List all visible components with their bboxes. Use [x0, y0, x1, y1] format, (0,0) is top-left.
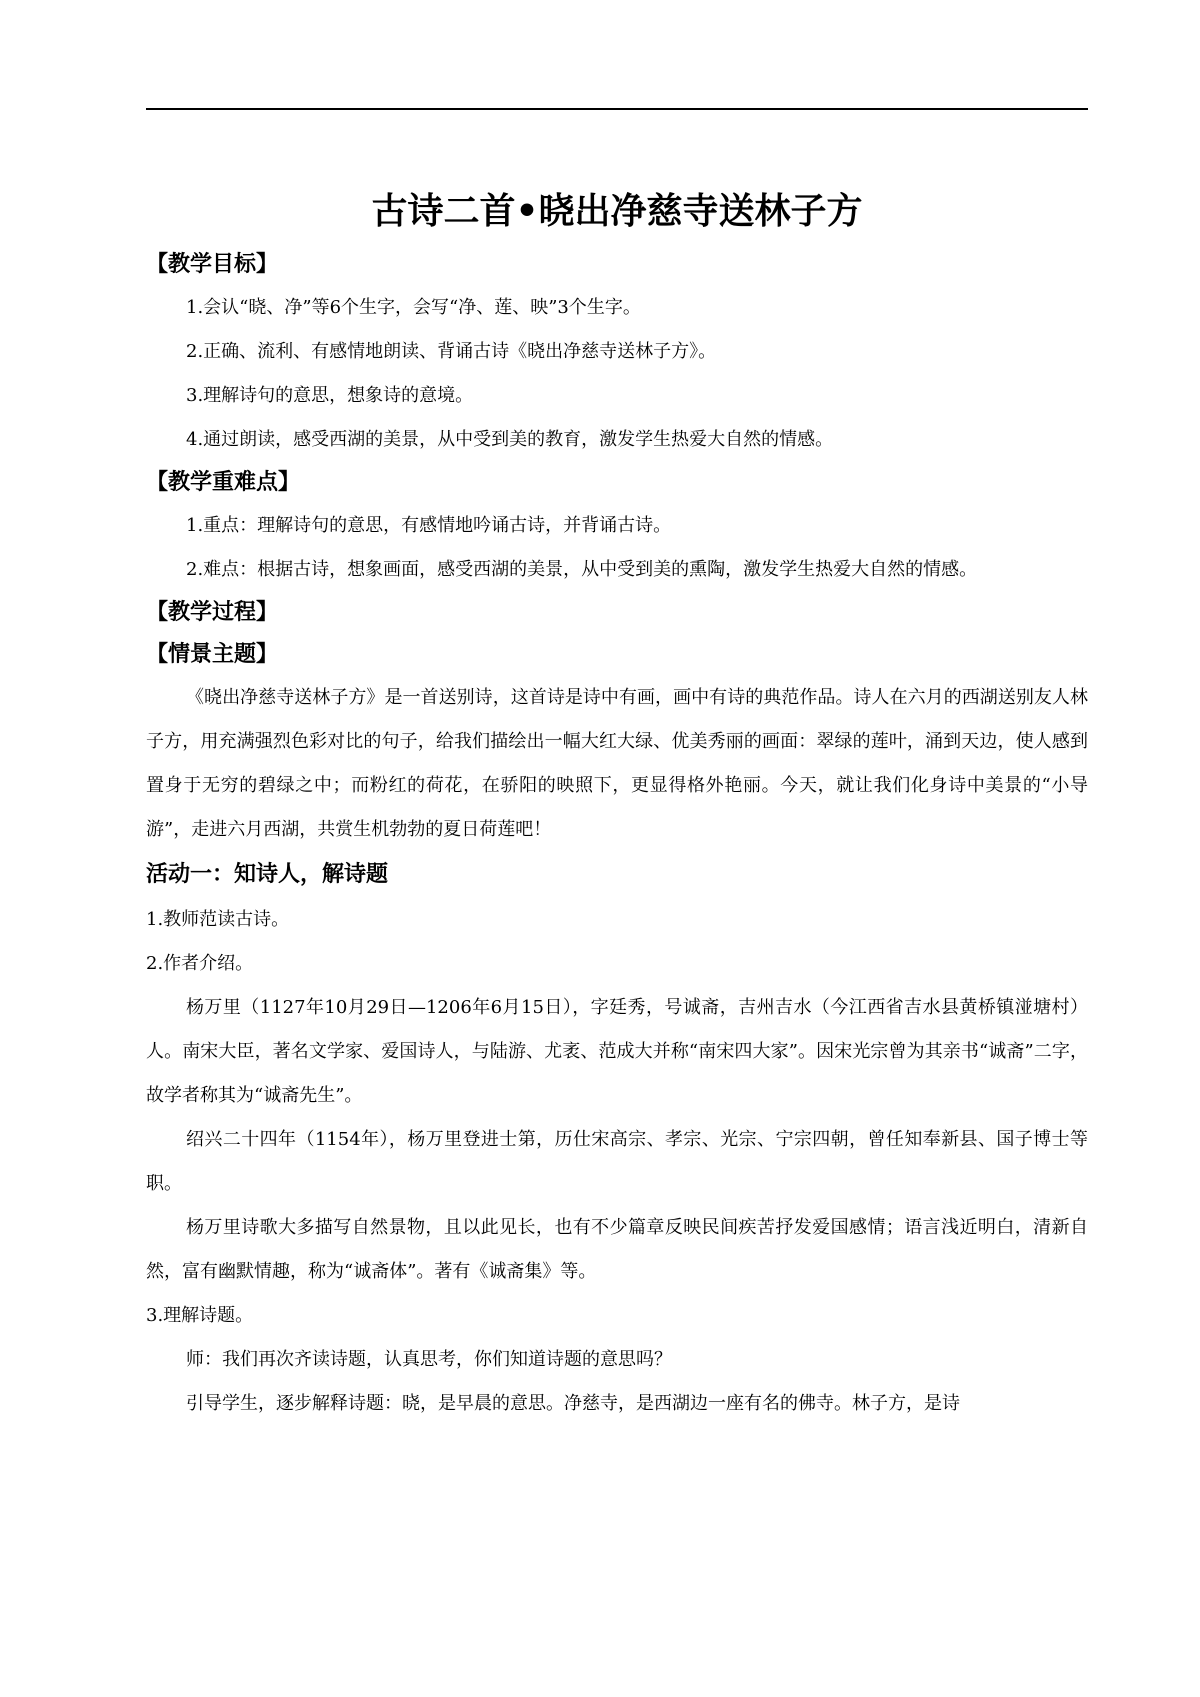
activity1-heading: 活动一：知诗人，解诗题 — [146, 862, 389, 887]
objective-item-3: 3.理解诗句的意思，想象诗的意境。 — [186, 385, 474, 406]
document-body — [146, 188, 1088, 1426]
objective-item-2: 2.正确、流利、有感情地朗读、背诵古诗《晓出净慈寺送林子方》。 — [186, 341, 717, 362]
process-heading: 【教学过程】 — [146, 600, 279, 625]
key-points-heading: 【教学重难点】 — [146, 470, 301, 495]
key-point-item-2: 2.难点：根据古诗，想象画面，感受西湖的美景，从中受到美的熏陶，激发学生热爱大自然的情感。 — [186, 559, 978, 580]
activity1-step-3: 3.理解诗题。 — [146, 1305, 254, 1326]
activity1-step-2: 2.作者介绍。 — [146, 953, 254, 974]
author-bio-paragraph-1: 杨万里（1127年10月29日—1206年6月15日），字廷秀，号诚斋，吉州吉水（今江西省吉水县黄桥镇湴塘村）人。南宋大臣，著名文学家、爱国诗人，与陆游、尤袤、范成大并称“南宋四大家”。因宋光宗曾为其亲书“诚斋”二字，故学者称其为“诚斋先生”。 — [146, 997, 1088, 1106]
scene-paragraph: 《晓出净慈寺送林子方》是一首送别诗，这首诗是诗中有画，画中有诗的典范作品。诗人在六月的西湖送别友人林子方，用充满强烈色彩对比的句子，给我们描绘出一幅大红大绿、优美秀丽的画面：翠绿的莲叶，涌到天边，使人感到置身于无穷的碧绿之中；而粉红的荷花，在骄阳的映照下，更显得格外艳丽。今天，就让我们化身诗中美景的“小导游”，走进六月西湖，共赏生机勃勃的夏日荷莲吧！ — [146, 687, 1088, 840]
scene-heading: 【情景主题】 — [146, 642, 279, 667]
teacher-question: 师：我们再次齐读诗题，认真思考，你们知道诗题的意思吗？ — [186, 1349, 672, 1370]
guide-paragraph: 引导学生，逐步解释诗题：晓，是早晨的意思。净慈寺，是西湖边一座有名的佛寺。林子方，是诗 — [186, 1393, 960, 1414]
header-rule — [146, 108, 1088, 110]
activity1-step-1: 1.教师范读古诗。 — [146, 909, 290, 930]
objectives-heading: 【教学目标】 — [146, 252, 279, 277]
key-point-item-1: 1.重点：理解诗句的意思，有感情地吟诵古诗，并背诵古诗。 — [186, 515, 672, 536]
author-bio-paragraph-2: 绍兴二十四年（1154年），杨万里登进士第，历仕宋高宗、孝宗、光宗、宁宗四朝，曾任知奉新县、国子博士等职。 — [146, 1129, 1088, 1194]
author-bio-paragraph-3: 杨万里诗歌大多描写自然景物，且以此见长，也有不少篇章反映民间疾苦抒发爱国感情；语言浅近明白，清新自然，富有幽默情趣，称为“诚斋体”。著有《诚斋集》等。 — [146, 1217, 1088, 1282]
objective-item-4: 4.通过朗读，感受西湖的美景，从中受到美的教育，激发学生热爱大自然的情感。 — [186, 429, 834, 450]
document-title: 古诗二首•晓出净慈寺送林子方 — [371, 191, 863, 232]
objective-item-1: 1.会认“晓、净”等6个生字，会写“净、莲、映”3个生字。 — [186, 297, 641, 318]
